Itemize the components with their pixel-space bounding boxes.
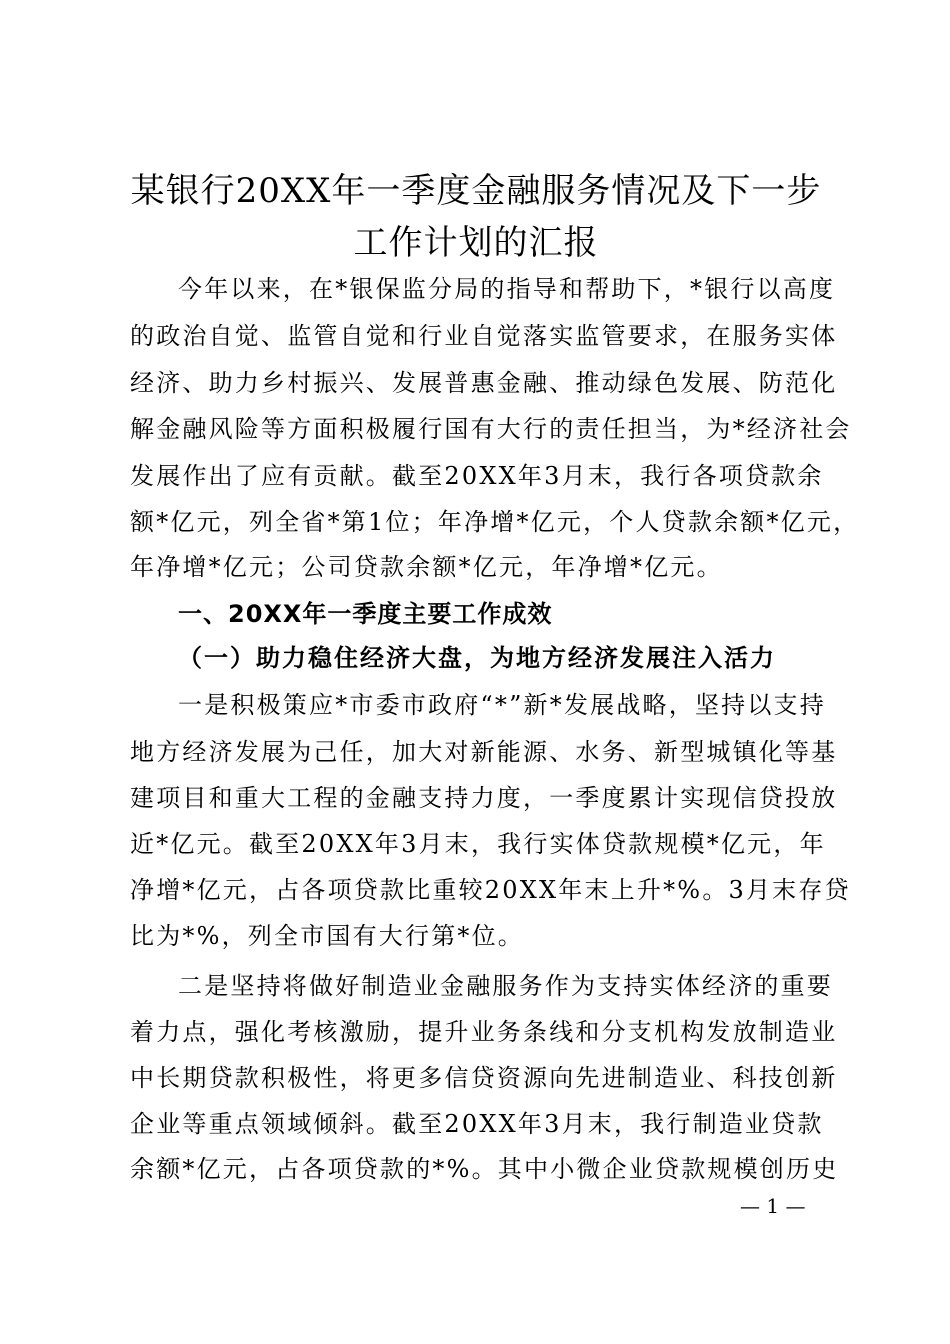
paragraph-line: 企业等重点领域倾斜。截至20XX年3月末，我行制造业贷款 [130, 1110, 824, 1138]
intro-line: 年净增*亿元；公司贷款余额*亿元，年净增*亿元。 [130, 553, 723, 581]
intro-line: 发展作出了应有贡献。截至20XX年3月末，我行各项贷款余 [130, 462, 824, 490]
intro-line: 的政治自觉、监管自觉和行业自觉落实监管要求，在服务实体 [130, 322, 838, 350]
paragraph-line: 一是积极策应*市委市政府“*”新*发展战略，坚持以支持 [178, 691, 826, 719]
paragraph-line: 比为*%，列全市国有大行第*位。 [130, 922, 525, 950]
paragraph-line: 余额*亿元，占各项贷款的*%。其中小微企业贷款规模创历史 [130, 1155, 839, 1183]
paragraph-line: 中长期贷款积极性，将更多信贷资源向先进制造业、科技创新 [130, 1064, 838, 1092]
paragraph-line: 地方经济发展为己任，加大对新能源、水务、新型城镇化等基 [130, 738, 838, 766]
page-number: — 1 — [740, 1194, 806, 1218]
intro-line: 额*亿元，列全省*第1位；年净增*亿元，个人贷款余额*亿元， [130, 508, 860, 536]
document-title-line-2: 工作计划的汇报 [353, 223, 599, 263]
intro-line: 今年以来，在*银保监分局的指导和帮助下，*银行以高度 [178, 275, 836, 303]
paragraph-line: 二是坚持将做好制造业金融服务作为支持实体经济的重要 [178, 972, 833, 1000]
paragraph-line: 净增*亿元，占各项贷款比重较20XX年末上升*%。3月末存贷 [130, 876, 851, 904]
intro-line: 经济、助力乡村振兴、发展普惠金融、推动绿色发展、防范化 [130, 369, 838, 397]
paragraph-line: 着力点，强化考核激励，提升业务条线和分支机构发放制造业 [130, 1018, 838, 1046]
paragraph-line: 建项目和重大工程的金融支持力度，一季度累计实现信贷投放 [130, 784, 838, 812]
intro-line: 解金融风险等方面积极履行国有大行的责任担当，为*经济社会 [130, 415, 852, 443]
document-title-line-1: 某银行20XX年一季度金融服务情况及下一步 [130, 171, 822, 211]
section-heading: 一、20XX年一季度主要工作成效 [178, 600, 553, 628]
subsection-heading: （一）助力稳住经济大盘，为地方经济发展注入活力 [178, 643, 776, 672]
paragraph-line: 近*亿元。截至20XX年3月末，我行实体贷款规模*亿元，年 [130, 830, 826, 858]
